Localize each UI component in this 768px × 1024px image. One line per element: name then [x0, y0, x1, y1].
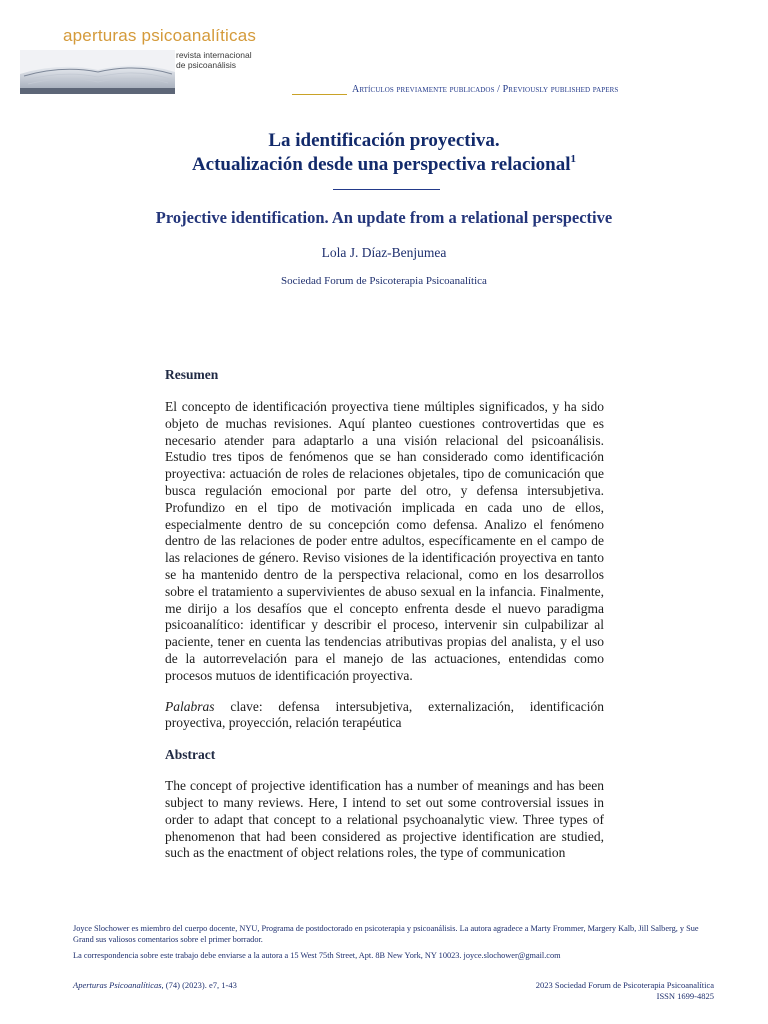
footer-issn: ISSN 1699-4825 — [656, 991, 714, 1001]
abstract-heading: Abstract — [165, 747, 216, 763]
resumen-heading: Resumen — [165, 367, 219, 382]
title-line-2 — [0, 153, 768, 177]
journal-name: aperturas psicoanalíticas — [63, 26, 257, 45]
english-title: Projective identification. An update from a relational perspective — [155, 208, 613, 227]
title-line-2-text: Actualización desde una perspectiva relacional — [191, 154, 571, 175]
footer-publisher — [460, 980, 714, 1002]
journal-subtitle-line1: revista internacional — [176, 50, 252, 60]
footer-journal-name: Aperturas Psicoanalíticas — [73, 980, 162, 990]
footnote-2: La correspondencia sobre este trabajo debe enviarse a la autora a 15 West 75th Street, Apt. 8B New York, NY 10023. joyce.slochower@gmail.com — [73, 951, 561, 960]
journal-subtitle-line2: de psicoanálisis — [176, 60, 237, 70]
title-line-1: La identificación proyectiva. — [268, 130, 500, 151]
keywords-label: Palabras — [165, 698, 215, 714]
footer-citation — [73, 980, 237, 990]
footnotes — [73, 923, 701, 966]
title-divider — [333, 189, 440, 190]
open-book-icon — [20, 50, 175, 94]
keywords-text: clave: defensa intersubjetiva, externalización, identificación proyectiva, proyección, relación terapéutica — [165, 698, 604, 731]
footnote-1: Joyce Slochower es miembro del cuerpo docente, NYU, Programa de postdoctorado en psicoterapia y psicoanálisis. La autora agradece a Marty Frommer, Margery Kalb, Jill Salberg, y Sue Grand sus valiosos comentarios sobre el primer borrador. — [73, 924, 699, 944]
section-label: Artículos previamente publicados / Previously published papers — [352, 84, 619, 95]
abstract-column — [165, 366, 604, 878]
journal-subtitle — [176, 50, 252, 70]
journal-logo — [20, 22, 275, 94]
author-name: Lola J. Díaz-Benjumea — [321, 245, 447, 260]
footer-copyright: 2023 Sociedad Forum de Psicoterapia Psicoanalítica — [535, 980, 714, 990]
author-affiliation: Sociedad Forum de Psicoterapia Psicoanalítica — [281, 275, 487, 287]
footer-citation-text: , (74) (2023). e7, 1-43 — [161, 980, 237, 990]
title-footnote-mark: 1 — [570, 153, 577, 165]
abstract-body: The concept of projective identification has a number of meanings and has been subject to many reviews. Here, I intend to set out some controversial issues in order to adapt that concept to a relational psychoanalytic view. Three types of phenomenon that had been considered as projective identification are studied, such as the enactment of object relations roles, the type of communication — [165, 778, 604, 861]
resumen-body: El concepto de identificación proyectiva tiene múltiples significados, y ha sido objeto de muchas revisiones. Aquí planteo cuestiones controvertidas que es necesario atender para adaptarlo a una visión relacional del psicoanálisis. Estudio tres tipos de fenómenos que se han considerado como identificación proyectiva: actuación de roles de relaciones objetales, tipo de comunicación que busca regulación emocional por parte del otro, y defensa intersubjetiva. Profundizo en el tipo de motivación implicada en cada uno de ellos, especialmente dentro de su concepción como defensa. Analizo el fenómeno dentro de las relaciones de poder entre adultos, específicamente en el campo de las relaciones de género. Reviso visiones de la identificación proyectiva en tanto se ha mantenido dentro de la perspectiva relacional, como en los desarrollos sobre el tratamiento a supervivientes de abuso sexual en la infancia. Finalmente, me dirijo a los desafíos que el concepto enfrenta desde el nuevo paradigma psicoanalítico: identificar y describir el proceso, intervenir sin culpabilizar al paciente, tener en cuenta las tendencias atributivas propias del analista, y el uso de la autorrevelación para el manejo de las actuaciones, entendidas como procesos mutuos de identificación proyectiva. — [165, 399, 604, 683]
section-rule — [292, 94, 347, 95]
keywords — [165, 699, 604, 733]
article-title — [0, 129, 768, 177]
